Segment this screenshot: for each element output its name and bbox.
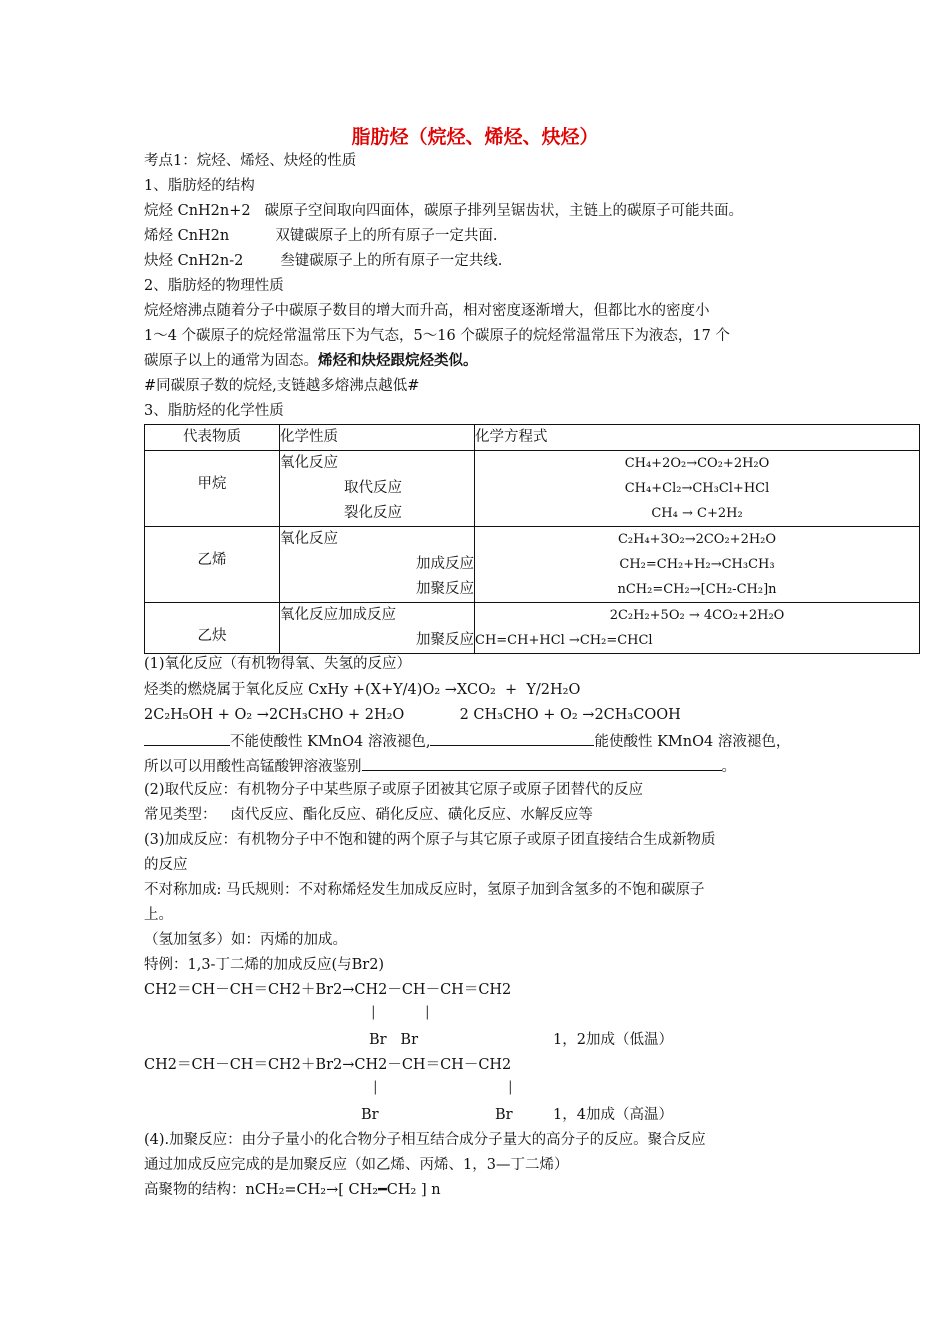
text-line: 烷烃熔沸点随着分子中碳原子数目的增大而升高，相对密度逐渐增大，但都比水的密度小 (144, 303, 710, 319)
equation: 2C₂H₂+5O₂ → 4CO₂+2H₂O (609, 608, 785, 623)
table-row (145, 603, 920, 654)
subsection-heading: 2、脂肪烃的物理性质 (144, 278, 284, 294)
section-heading: (4).加聚反应：由分子量小的化合物分子相互结合成分子量大的高分子的反应。聚合反应 (144, 1132, 706, 1148)
text-line: 高聚物的结构：nCH₂=CH₂→[ CH₂━CH₂ ] n (144, 1182, 441, 1198)
substance-name: 乙炔 (197, 627, 227, 644)
substituent-label: Br Br (369, 1032, 419, 1048)
property-item: 裂化反应 (344, 505, 402, 521)
equation: nCH₂=CH₂→[CH₂-CH₂]n (617, 582, 777, 597)
equation: CH₄+2O₂→CO₂+2H₂O (624, 456, 770, 471)
reaction-note: 1，4加成（高温） (553, 1107, 673, 1123)
substance-name: 甲烷 (197, 476, 227, 492)
property-item: 氧化反应 (280, 531, 338, 547)
fill-blank-line (144, 756, 736, 776)
substance-name: 乙烯 (197, 552, 227, 568)
bond-line: | (508, 1079, 513, 1095)
bond-line: | (425, 1004, 430, 1020)
document-title: 脂肪烃（烷烃、烯烃、炔烃） (351, 126, 599, 148)
properties-table (144, 424, 920, 654)
equation: C₂H₄+3O₂→2CO₂+2H₂O (617, 532, 777, 547)
text-line: 2C₂H₅OH + O₂ →2CH₃CHO + 2H₂O 2 CH₃CHO + O₂ →2CH₃COOH (144, 707, 681, 723)
text-line: 上。 (144, 907, 173, 923)
table-header: 化学性质 (280, 425, 475, 451)
bold-text: 烯烃和炔烃跟烷烃类似。 (318, 353, 478, 369)
subsection-heading: 1、脂肪烃的结构 (144, 178, 255, 194)
equation: CH₄ → C+2H₂ (651, 506, 743, 521)
text-span: 碳原子以上的通常为固态。 (144, 353, 318, 369)
property-item: 取代反应 (344, 480, 402, 496)
table-cell-substance (145, 451, 280, 527)
text-line: 常见类型： 卤代反应、酯化反应、硝化反应、磺化反应、水解反应等 (144, 807, 593, 823)
table-row (145, 527, 920, 603)
bond-line: | (373, 1079, 378, 1095)
answer-blank (430, 731, 594, 746)
substituent-label: Br (495, 1107, 513, 1123)
formula-line: CH2＝CH－CH＝CH2＋Br2→CH2－CH－CH＝CH2 (144, 982, 512, 998)
property-item: 加聚反应 (416, 581, 474, 597)
fill-blank-line (144, 731, 790, 751)
table-header-row (145, 425, 920, 451)
property-item: 加成反应 (416, 556, 474, 572)
text-line: 烯烃 CnH2n 双键碳原子上的所有原子一定共面. (144, 228, 498, 244)
section-heading: (2)取代反应：有机物分子中某些原子或原子团被其它原子或原子团替代的反应 (144, 782, 644, 798)
text-line: 通过加成反应完成的是加聚反应（如乙烯、丙烯、1，3—丁二烯） (144, 1157, 569, 1173)
formula-line: CH2＝CH－CH＝CH2＋Br2→CH2－CH＝CH－CH2 (144, 1057, 512, 1073)
text-span: 所以可以用酸性高锰酸钾溶液鉴别 (144, 759, 362, 775)
table-row (145, 451, 920, 527)
property-item: 氧化反应加成反应 (280, 607, 396, 623)
text-span: 不能使酸性 KMnO4 溶液褪色, (230, 734, 431, 750)
text-span: 。 (721, 759, 736, 775)
table-cell-substance (145, 603, 280, 654)
property-item: 加聚反应 (416, 632, 474, 648)
text-line: 1～4 个碳原子的烷烃常温常压下为气态，5～16 个碳原子的烷烃常温常压下为液态，17 个 (144, 328, 730, 344)
answer-blank (144, 731, 230, 746)
table-cell-equations (475, 527, 920, 603)
substituent-label: Br (361, 1107, 379, 1123)
text-line: #同碳原子数的烷烃,支链越多熔沸点越低# (144, 378, 420, 394)
answer-blank (362, 756, 722, 771)
text-line: 烃类的燃烧属于氧化反应 CxHy +(X+Y/4)O₂ →XCO₂ + Y/2H₂O (144, 682, 581, 698)
text-line: 烷烃 CnH2n+2 碳原子空间取向四面体，碳原子排列呈锯齿状，主链上的碳原子可能共面。 (144, 203, 743, 219)
text-span: 能使酸性 KMnO4 溶液褪色， (594, 734, 791, 750)
table-header: 代表物质 (145, 425, 280, 451)
property-item: 氧化反应 (280, 455, 338, 471)
table-cell-equations (475, 603, 920, 654)
table-cell-substance (145, 527, 280, 603)
text-line: 特例：1,3-丁二烯的加成反应(与Br2) (144, 957, 385, 973)
text-line: 炔烃 CnH2n-2 叁键碳原子上的所有原子一定共线. (144, 253, 503, 269)
text-line (144, 352, 478, 370)
subsection-heading: 3、脂肪烃的化学性质 (144, 403, 284, 419)
text-line: （氢加氢多）如：丙烯的加成。 (144, 932, 347, 948)
reaction-note: 1，2加成（低温） (553, 1032, 673, 1048)
equation: CH₄+Cl₂→CH₃Cl+HCl (624, 481, 770, 496)
equation: CH=CH+HCl →CH₂=CHCl (475, 633, 653, 648)
bond-line: | (371, 1004, 376, 1020)
section-heading: 考点1：烷烃、烯烃、炔烃的性质 (144, 153, 357, 169)
table-cell-properties (280, 451, 475, 527)
table-cell-properties (280, 527, 475, 603)
equation: CH₂=CH₂+H₂→CH₃CH₃ (619, 557, 775, 572)
table-cell-properties (280, 603, 475, 654)
table-header: 化学方程式 (475, 425, 920, 451)
table-cell-equations (475, 451, 920, 527)
section-heading: (1)氧化反应（有机物得氧、失氢的反应） (144, 656, 412, 672)
text-line: 不对称加成: 马氏规则：不对称烯烃发生加成反应时，氢原子加到含氢多的不饱和碳原子 (144, 882, 705, 898)
section-heading: (3)加成反应：有机物分子中不饱和键的两个原子与其它原子或原子团直接结合生成新物质 (144, 832, 716, 848)
text-line: 的反应 (144, 857, 188, 873)
